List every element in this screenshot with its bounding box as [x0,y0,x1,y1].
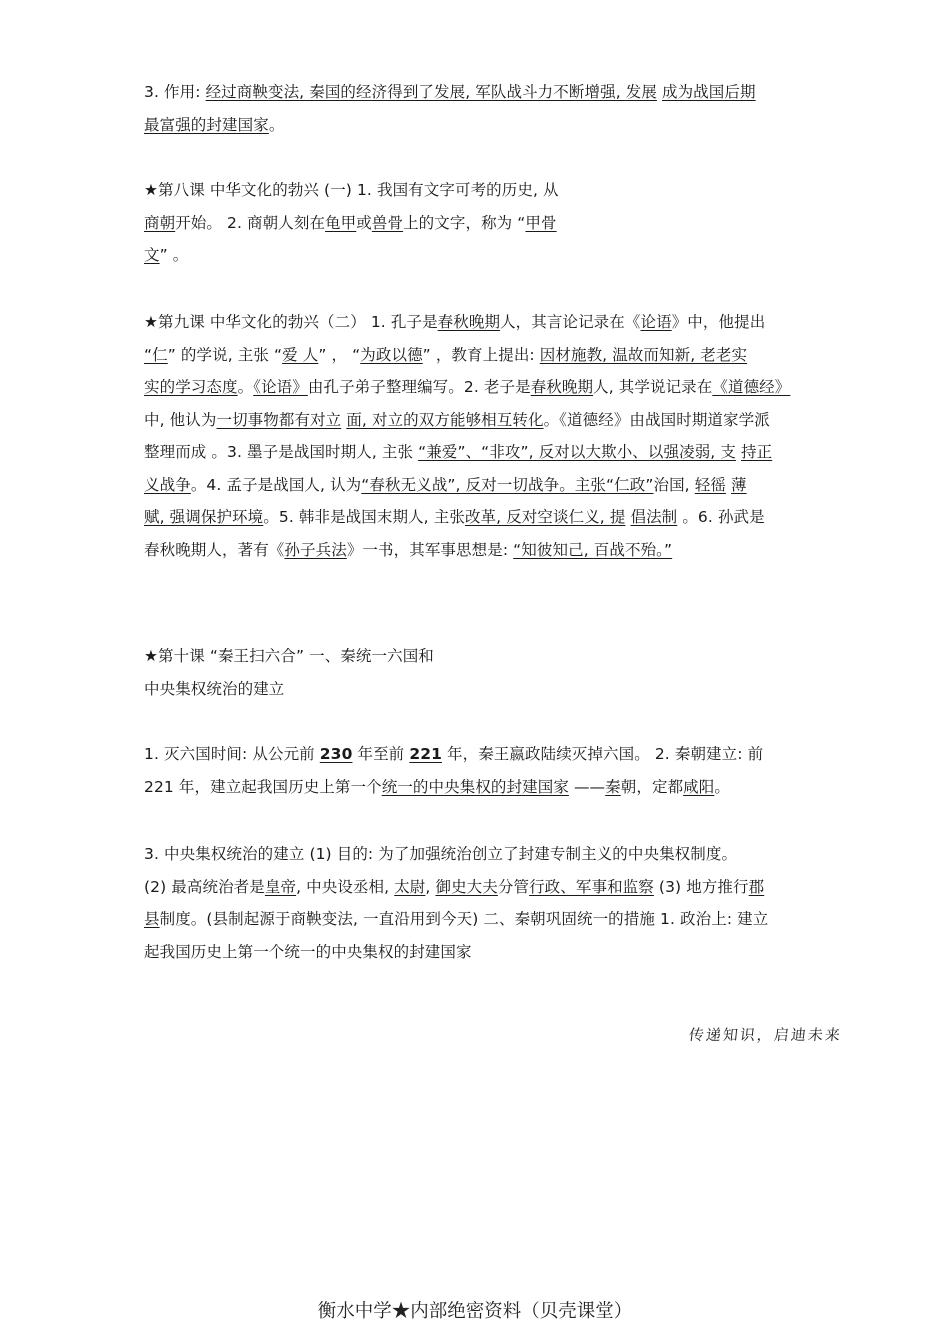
underlined-answer: 文 [144,246,160,264]
underlined-answer: 因材施教, 温故而知新, 老老实 [539,345,748,364]
underlined-answer: 县 [144,910,160,928]
underlined-answer: 统一的中央集权的封建国家 [381,777,569,796]
text-line [144,640,816,673]
underlined-answer: 春秋晚期 [530,378,594,396]
text-run: ” ， “ [318,345,361,364]
underlined-answer: 孙子兵法 [284,540,347,559]
underlined-answer: 春秋晚期 [437,313,501,331]
text-line [144,673,816,706]
text-run: 。 [268,115,285,134]
underlined-answer: 太尉 [394,877,426,896]
underlined-answer: 持正 [741,443,773,461]
page-footer: 衡水中学★内部绝密资料（贝壳课堂） [317,1301,633,1322]
underlined-year: 221 [409,745,442,763]
text-run: 由孔子弟子整理编写。2. 老子是 [307,378,531,396]
text-run: 年至前 [352,745,410,763]
underlined-answer: 商朝 [144,213,176,232]
text-run: 221 年，建立起我国历史上第一个 [144,777,382,796]
text-line [144,207,816,240]
underlined-answer: 咸阳 [683,777,715,796]
text-run: 》一书，其军事思想是: [346,540,514,559]
underlined-answer: 龟甲 [325,213,357,232]
underlined-answer: 《道德经》 [712,378,791,396]
text-run: 。 [237,378,254,396]
underlined-answer: 赋, 强调保护环境 [144,508,264,526]
text-run: 中央集权统治的建立 [144,679,285,698]
text-line [144,436,816,469]
underlined-answer: 《论语》 [253,378,308,396]
underlined-answer: 改革, 反对空谈仁义, 提 [464,508,626,526]
text-run: ★第九课 中华文化的勃兴（二） 1. 孔子是 [144,313,438,331]
text-run: 年，秦王嬴政陆续灭掉六国。 2. 秦朝建立: 前 [441,745,764,763]
lesson-10-heading [144,640,816,705]
text-run: 春秋晚期人，著有《 [144,540,285,559]
lesson-9-section [144,306,816,566]
underlined-answer: 为政以德 [360,345,423,364]
text-line [144,838,816,871]
underlined-answer: 甲骨 [525,213,557,232]
text-run: ” ，教育上提出: [422,345,540,364]
text-run: 开始。 2. 商朝人刻在 [175,213,326,232]
lesson-8-section [144,174,816,272]
text-line [144,903,816,936]
underlined-answer: “知彼知己, [513,540,594,559]
text-run: 或 [356,213,372,232]
text-run: 。6. 孙武是 [677,508,765,526]
underlined-answer: 面, 对立的双方能够相互转化 [346,410,544,429]
underlined-answer: 郡 [748,877,765,896]
underlined-answer: 行政、军事和监察 [529,877,654,896]
text-run: 上的文字，称为 “ [403,213,526,232]
text-line [144,371,816,404]
underlined-answer: 兽骨 [371,213,404,232]
text-line [144,239,816,272]
underlined-answer: 秦 [605,777,621,796]
text-run: 3. 作用: [144,83,206,101]
slogan: 传递知识，启迪未来 [687,1026,843,1044]
underlined-answer: 论语 [640,313,672,331]
text-line [144,936,816,969]
underlined-answer: 一切事物都有对立 [216,410,342,429]
text-run: 。4. 孟子是战国人, 认为 [190,475,362,494]
text-run: ” 。 [159,246,189,264]
text-line [144,76,816,109]
text-run: ★第八课 中华文化的勃兴 (一) 1. 我国有文字可考的历史, 从 [144,181,559,199]
underlined-year: 230 [319,745,353,763]
text-run: ” 的学说, 主张 “ [167,345,283,364]
text-run: 。 [714,777,730,796]
underlined-answer: 轻徭 [694,475,726,494]
underlined-answer: “仁 [144,345,168,364]
underlined-answer: 最富强的封建国家 [144,115,269,134]
text-run: (2) 最高统治者是 [144,877,265,896]
text-run: 制度。(县制起源于商鞅变法, 一直沿用到今天) 二、秦朝巩固统一的措施 1. 政治上: 建立 [159,910,769,928]
text-run: 治国, [653,475,695,494]
underlined-answer: 经过商鞅变法, 秦国的经济得到了发展, 军队战斗力不断增强, 发展 [205,83,657,101]
text-run: 朝，定都 [620,777,684,796]
text-line [144,174,816,207]
text-run: 》中，他提出 [671,313,766,331]
underlined-answer: 薄 [730,475,747,494]
underlined-answer: 爱 人 [282,345,319,364]
underlined-answer: 义战争 [144,475,191,494]
text-run: 人, 其学说记录在 [593,378,713,396]
underlined-answer: 百战不殆。” [593,540,673,559]
centralization-section [144,838,816,968]
underlined-answer: “春秋无义战”, 反对一切战争。主张“仁政” [361,475,654,494]
text-run: 整理而成 。3. 墨子是战国时期人, 主张 [144,443,419,461]
text-run: 中, 他认为 [144,410,217,429]
text-run: —— [568,777,606,796]
paragraph-effect [144,76,816,141]
text-line [144,109,816,142]
text-run: ★第十课 “秦王扫六合” 一、秦统一六国和 [144,647,434,665]
text-line [144,738,816,771]
text-run: 。5. 韩非是战国末期人, 主张 [263,508,465,526]
text-line [144,339,816,372]
underlined-answer: 实的学习态度 [144,378,238,396]
text-line [144,404,816,437]
underlined-answer: “兼爱”、“非攻”, 反对以大欺小、以强凌弱, 支 [418,443,736,461]
text-run: 分管 [497,877,530,896]
text-line [144,306,816,339]
text-line [144,771,816,804]
text-run: 起我国历史上第一个统一的中央集权的封建国家 [144,942,472,961]
text-run: (3) 地方推行 [653,877,749,896]
underlined-answer: 成为战国后期 [661,83,756,101]
text-line [144,469,816,502]
text-run: , [425,877,436,896]
text-line [144,501,816,534]
underlined-answer: 倡法制 [630,508,678,526]
underlined-answer: 御史大夫 [435,877,498,896]
text-line [144,534,816,567]
unification-section [144,738,816,803]
text-run: 人，其言论记录在《 [500,313,641,331]
text-run: 1. 灭六国时间: 从公元前 [144,745,320,763]
text-run: 3. 中央集权统治的建立 (1) 目的: 为了加强统治创立了封建专制主义的中央集权制度。 [144,845,738,863]
text-run: , 中央设丞相, [296,877,395,896]
text-run: 。《道德经》由战国时期道家学派 [543,410,770,429]
underlined-answer: 皇帝 [264,877,297,896]
text-line [144,871,816,904]
